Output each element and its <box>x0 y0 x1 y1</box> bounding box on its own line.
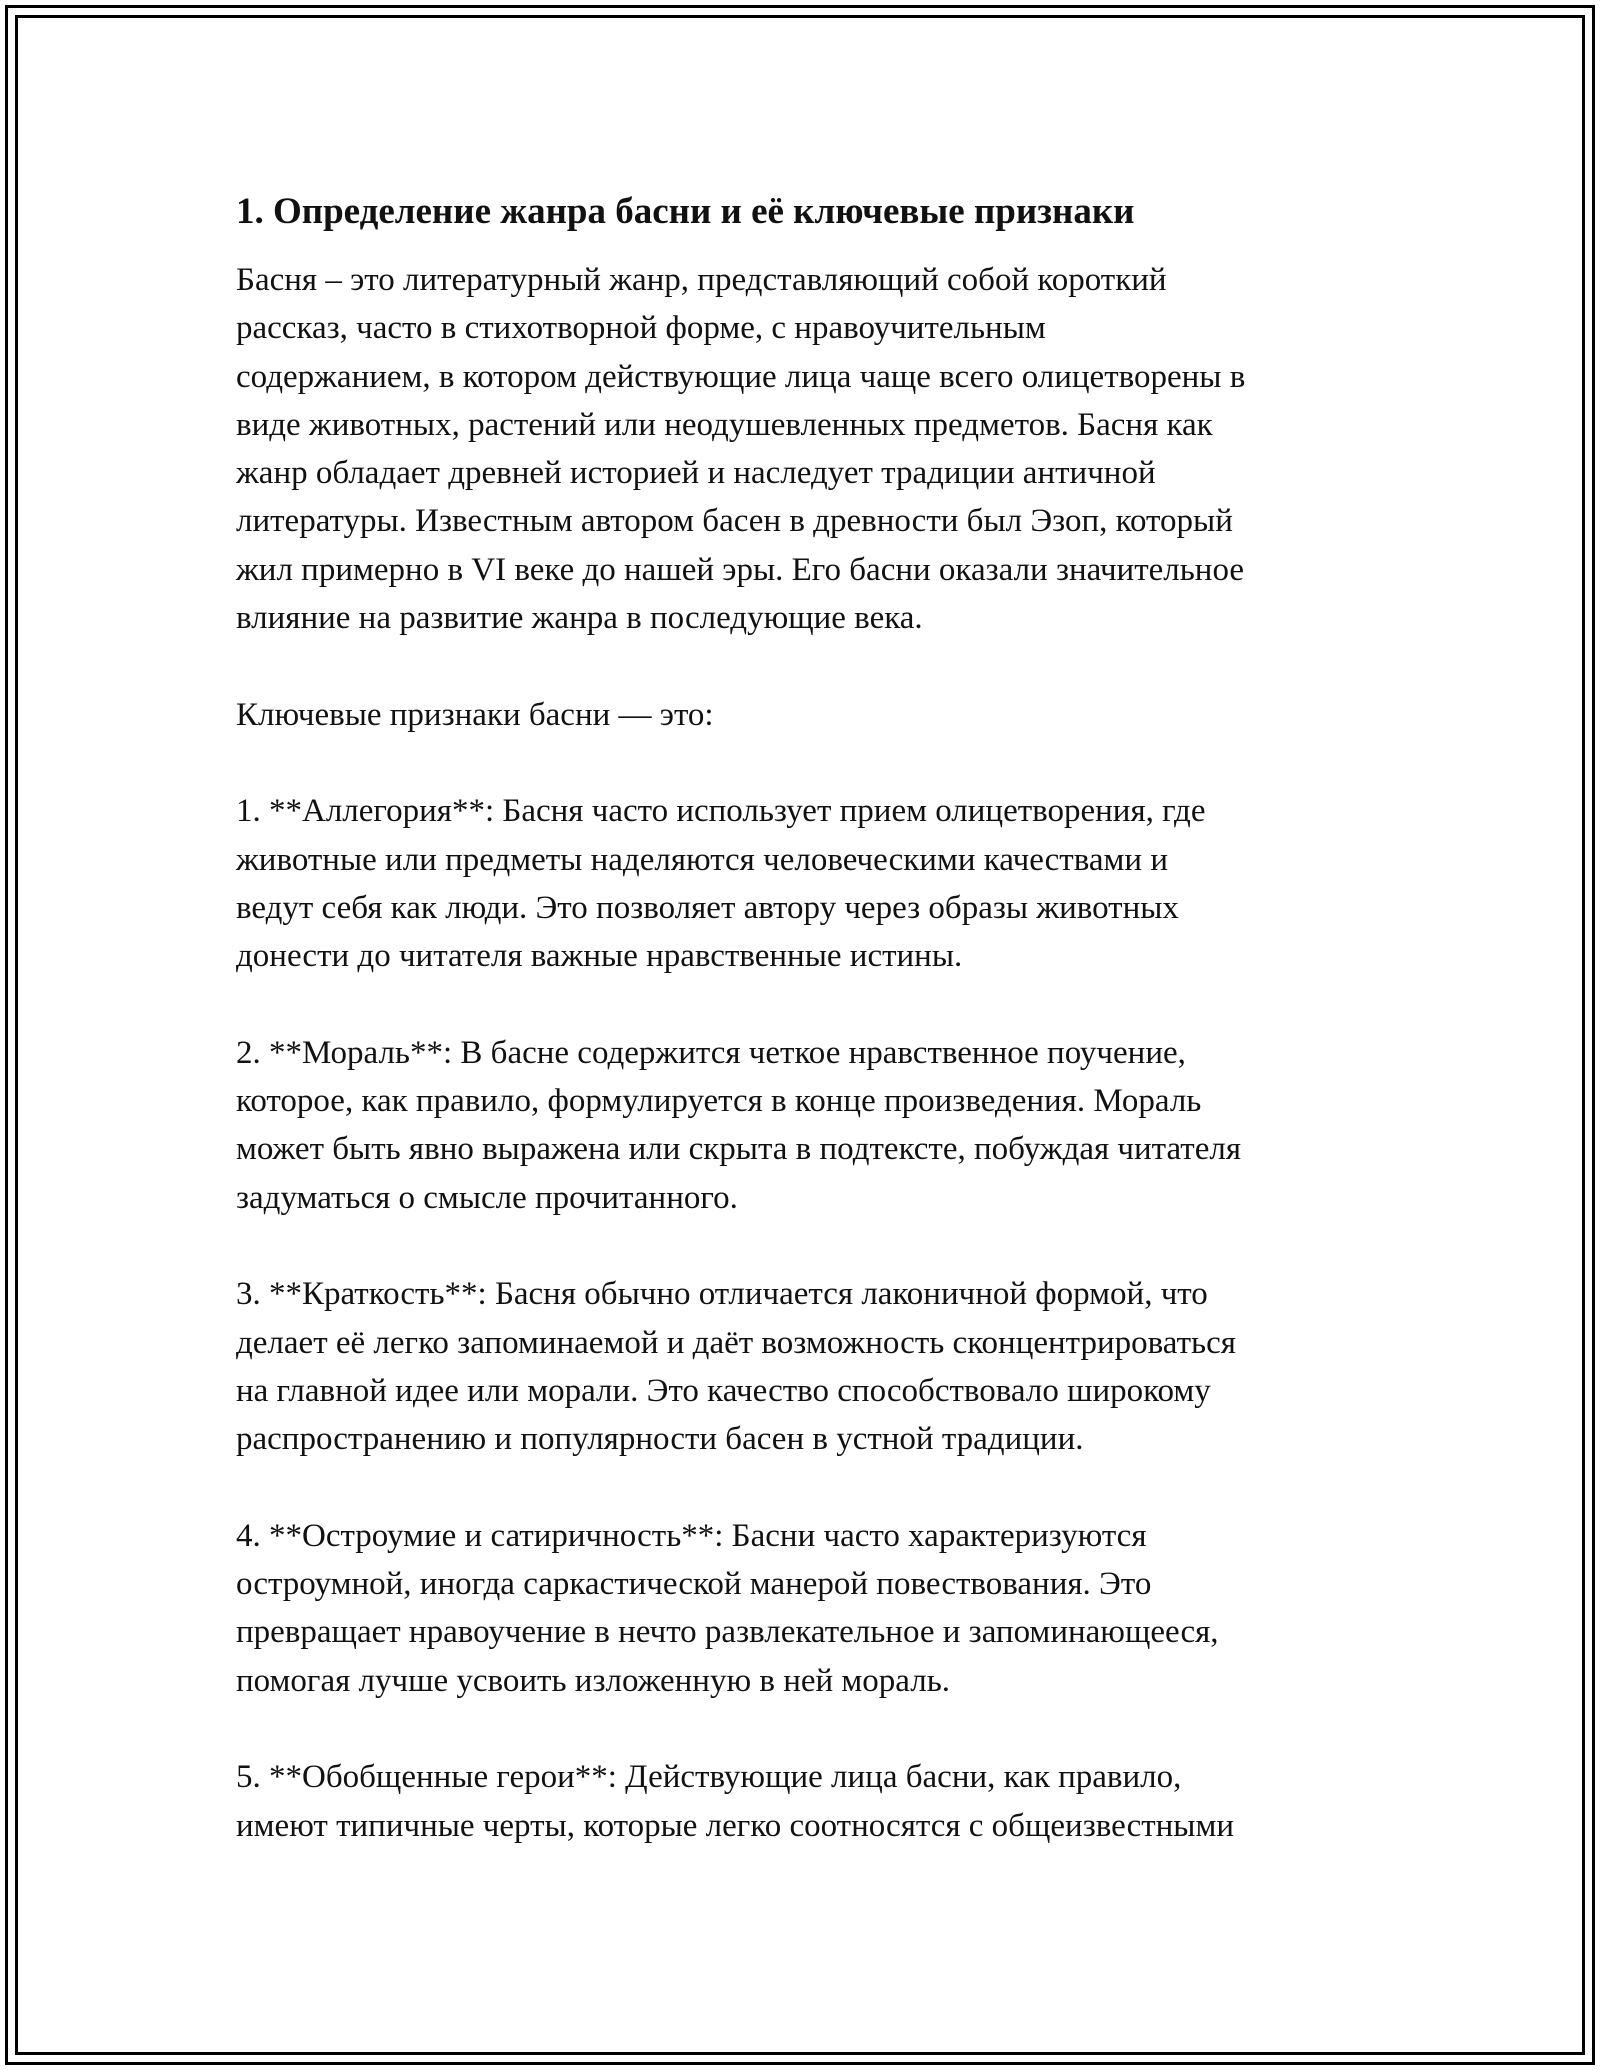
intro-paragraph: Басня – это литературный жанр, представляющий собой короткий рассказ, часто в стихотворной форме, с нравоучительным содержанием, в котором действующие лица чаще всего олицетворены в виде животных, растений или неодушевленных предметов. Басня как жанр обладает древней историей и наследует традиции античной литературы. Известным автором басен в древности был Эзоп, который жил примерно в VI веке до нашей эры. Его басни оказали значительное влияние на развитие жанра в последующие века. <box>236 262 1246 637</box>
features-intro: Ключевые признаки басни — это: <box>236 696 714 733</box>
feature-allegory: 1. **Аллегория**: Басня часто использует прием олицетворения, где животные или предметы наделяются человеческими качествами и ведут себя как люди. Это позволяет автору через образы животных донести до читателя важные нравственные истины. <box>236 793 1206 975</box>
feature-generalized-heroes: 5. **Обобщенные герои**: Действующие лица басни, как правило, имеют типичные черты, которые легко соотносятся с общеизвестными <box>236 1759 1235 1844</box>
feature-wit-satire: 4. **Остроумие и сатиричность**: Басни часто характеризуются остроумной, иногда саркастической манерой повествования. Это превращает нравоучение в нечто развлекательное и запоминающееся, помогая лучше усвоить изложенную в ней мораль. <box>236 1517 1219 1699</box>
feature-brevity: 3. **Краткость**: Басня обычно отличается лаконичной формой, что делает её легко запоминаемой и даёт возможность сконцентрироваться на главной идее или морали. Это качество способствовало широкому распространению и популярности басен в устной традиции. <box>236 1276 1236 1458</box>
document-body <box>236 186 1396 1898</box>
section-heading: 1. Определение жанра басни и её ключевые признаки <box>236 191 1135 232</box>
feature-moral: 2. **Мораль**: В басне содержится четкое нравственное поучение, которое, как правило, формулируется в конце произведения. Мораль может быть явно выражена или скрыта в подтексте, побуждая читателя задуматься о смысле прочитанного. <box>236 1034 1242 1216</box>
